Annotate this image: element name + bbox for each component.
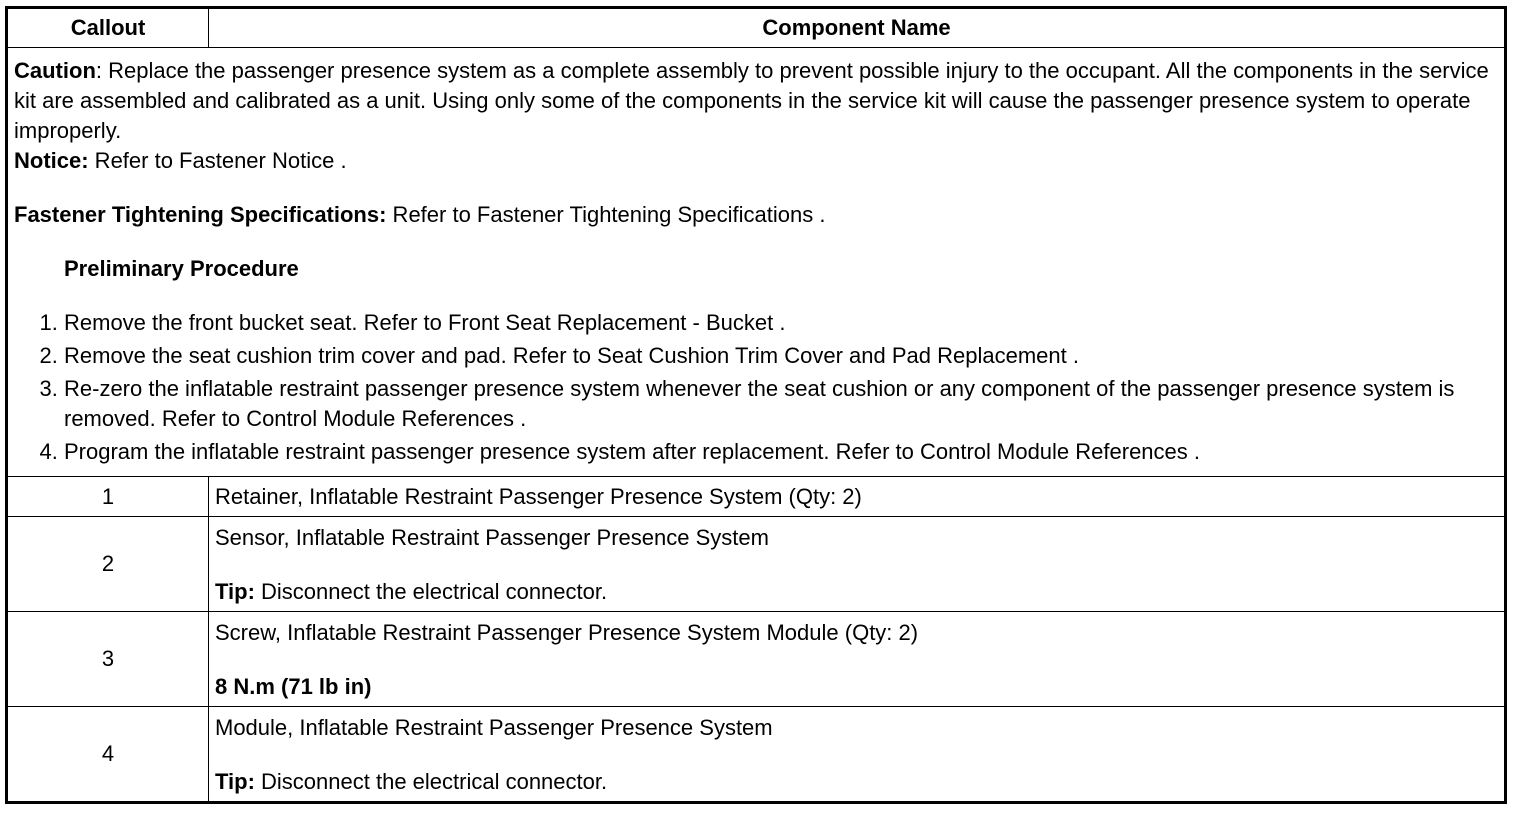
tip-label: Tip: [215,579,255,604]
notice-paragraph [14,146,1498,176]
tip-text: Disconnect the electrical connector. [254,579,608,604]
caution-label: Caution [14,58,96,83]
table-row [7,707,1506,803]
callout-number: 1 [7,477,209,517]
component-name: Retainer, Inflatable Restraint Passenger Presence System (Qty: 2) [209,477,1506,517]
notes-cell [7,48,1506,477]
component-name: Module, Inflatable Restraint Passenger Presence System [215,715,773,740]
header-callout: Callout [7,8,209,48]
component-name: Sensor, Inflatable Restraint Passenger Presence System [215,525,769,550]
step-item: 4. Program the inflatable restraint passenger presence system after replacement. Refer to Control Module References . [64,437,1498,467]
component-table [5,6,1507,804]
component-name: Screw, Inflatable Restraint Passenger Presence System Module (Qty: 2) [215,620,919,645]
preliminary-heading: Preliminary Procedure [64,256,299,281]
preliminary-steps [14,308,1498,467]
component-cell [209,517,1506,612]
header-row [7,8,1506,48]
notes-row [7,48,1506,477]
caution-text: : Replace the passenger presence system as a complete assembly to prevent possible injury to the occupant. All the components in the service kit are assembled and calibrated as a unit. Using only some of the components in the service kit will cause the passenger presence system to operate improperly. [14,58,1489,143]
step-item: 1. Remove the front bucket seat. Refer to Front Seat Replacement - Bucket . [64,308,1498,338]
fastener-text: Refer to Fastener Tightening Specifications . [386,202,826,227]
callout-number: 2 [7,517,209,612]
component-cell [209,707,1506,803]
tip-text: Disconnect the electrical connector. [254,769,608,794]
table-row [7,517,1506,612]
table-row [7,612,1506,707]
notice-text: Refer to Fastener Notice . [88,148,347,173]
component-cell [209,612,1506,707]
fastener-label: Fastener Tightening Specifications: [14,202,387,227]
table-row [7,477,1506,517]
notice-label: Notice: [14,148,89,173]
tip-paragraph [215,767,1498,797]
step-item: 2. Remove the seat cushion trim cover and pad. Refer to Seat Cushion Trim Cover and Pad Replacement . [64,341,1498,371]
torque-spec: 8 N.m (71 lb in) [215,674,372,699]
callout-number: 3 [7,612,209,707]
step-item: 3. Re-zero the inflatable restraint passenger presence system whenever the seat cushion or any component of the passenger presence system is removed. Refer to Control Module References . [64,374,1498,434]
caution-paragraph [14,56,1498,146]
header-component-name: Component Name [209,8,1506,48]
tip-label: Tip: [215,769,255,794]
tip-paragraph [215,577,1498,607]
callout-number: 4 [7,707,209,803]
fastener-paragraph [14,200,1498,230]
